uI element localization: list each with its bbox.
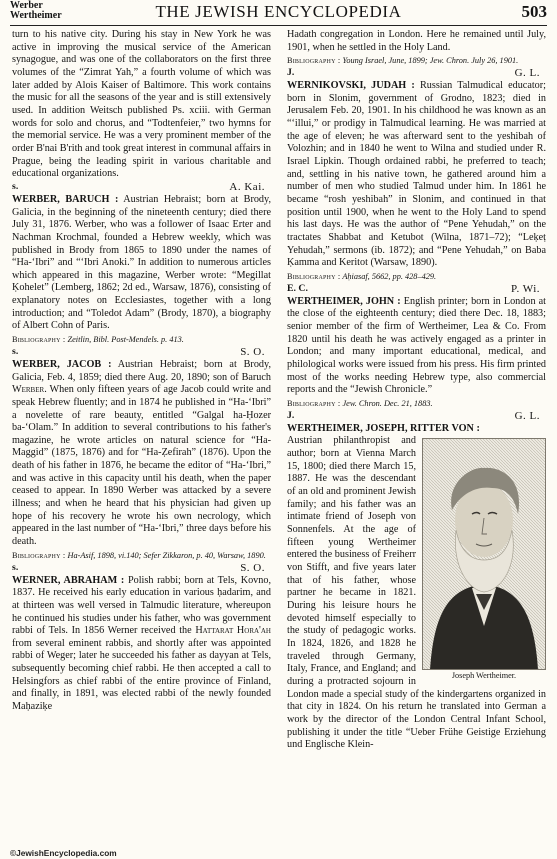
entry-body: Austrian philanthropist and author; born at Vienna March 15, 1800; died there March 15, 1887. He was the descendant of an old and prominent Jewish family; and his father was an intimate friend of Joseph von Sonnenfels. At the age of fifteen young Wertheimer entered the business of Freiherr von Stifft, and five years later that of his father, whose partner he became in 1821. During his leisure hours he devoted himself especially to the study of pedagogic works. In 1824, 1826, and 1828 he traveled through Germany, Italy, France, and England; and during a protracted sojourn in London made a special study of the kindergartens organized in that city in 1824. On his return he translated into German a work by the director of the London Central Infant School, publishing it under the title “Ueber Frühe Geistige Erziehung und Englische Klein- bbox=[287, 435, 546, 751]
entry-wernikovski-judah bbox=[287, 80, 546, 270]
signature-line bbox=[12, 562, 271, 574]
entry-title: WERBER, JACOB : bbox=[12, 358, 112, 370]
entry-title: WERBER, BARUCH : bbox=[12, 193, 119, 205]
entry-body: Austrian Hebraist; born at Brody, Galicia, in the beginning of the nineteenth century; died there July 31, 1876. Werber, who was a follower of Isaac Erter and Nachman Krochmal, founded a Hebrew weekly, which was published in Brody from 1865 to 1890 under the names of “Ha-‘Ibri” and “‘Ibri Anoki.” In addition to numerous articles which appeared in this magazine, Werber wrote: “Megillat Ḳohelet” (Lemberg, 1862; 2d ed., Warsaw, 1876), consisting of explanatory notes on Ecclesiastes, together with a long introduction; and “Toledot Adam” (Brody, 1870), a biography of Albert Cohn of Paris. bbox=[12, 193, 271, 332]
signature-line bbox=[12, 346, 271, 358]
entry-werner-abraham bbox=[12, 575, 271, 714]
bibliography bbox=[12, 551, 271, 562]
bibliography-label: Bibliography : bbox=[287, 56, 341, 66]
signature-line bbox=[287, 410, 546, 422]
entry-body: Russian Talmudical educator; born in Slonim, government of Grodno, 1823; died in Jerusalem Feb. 20, 1901. In his childhood he was known as an “‘illui,” or prodigy in Talmudical learning. He was married at the age of eleven; he was afterward sent to the yeshibah of Volozhin; and in 1840 he went to Wilna and studied under R. Israel Lipkin. Though ordained rabbi, he preferred to teach; and, settling in his native town, he gathered around him a number of men who studied Talmud under him. In 1861 he became “rosh yeshibah” in Slonim, and continued in that position until 1900, when he went to the Holy Land to spend his last days. He was the author of “Pene Yehudah,” on the tractates Shabbat and Ketubot (Wilna, 1871–72); “Leḳeṭ Yehudah,” sermons (ib. 1872); and “Pene Yehudah,” on Baba Ḳamma and Keritot (Warsaw, 1890). bbox=[287, 80, 546, 269]
left-column bbox=[12, 29, 271, 714]
entry-title: WERTHEIMER, JOHN : bbox=[287, 295, 401, 307]
entry-body: . When only fifteen years of age Jacob could write and speak Hebrew fluently; and in 1874 he published in “Ha-‘Ibri” a novelette of rare beauty, entitled “Galgal ha-Ḥozer ba-‘Olam.” In addition to several contributions to his father's magazine, he wrote articles on natural science for “Ha-Maggid” (1875, 1876) and for “Ha-Ẓefirah” (1876). Upon the death of his father in 1876, he became the editor of “Ha-‘Ibri,” and was active in this capacity until his death, when the paper ceased to appear. In 1890 Werber was attacked by a severe illness; and when he heard that his physician had given up hope of his recovery he wrote his own necrology, which appeared in the last number of “Ha-‘Ibri,” three days before his death. bbox=[12, 384, 271, 548]
right-column bbox=[287, 29, 546, 752]
signature-initial: J. bbox=[287, 409, 295, 421]
portrait-image bbox=[422, 438, 546, 670]
footer-url: ©JewishEncyclopedia.com bbox=[10, 848, 117, 858]
cross-reference: Werber bbox=[12, 384, 45, 396]
entry-title: WERNIKOVSKI, JUDAH : bbox=[287, 80, 415, 92]
portrait-drawing bbox=[422, 438, 546, 670]
entry-body: Polish rabbi; born at Tels, Kovno, 1837. He received his early education in various ḥadarim, and at thirteen was well versed in Talmudic literature, whereupon he continued his studies under his father, who was government rabbi of Tels. In 1856 Werner received the bbox=[12, 574, 271, 637]
bibliography bbox=[287, 399, 546, 410]
bibliography-text: Aḥiasaf, 5662, pp. 428–429. bbox=[340, 271, 437, 281]
bibliography-text: Young Israel, June, 1899; Jew. Chron. July 26, 1901. bbox=[340, 56, 519, 66]
signature-line bbox=[12, 181, 271, 193]
bibliography-text: Zeitlin, Bibl. Post-Mendels. p. 413. bbox=[65, 335, 184, 345]
signature-author: S. O. bbox=[240, 345, 265, 358]
signature-author: G. L. bbox=[514, 67, 540, 80]
bibliography bbox=[287, 272, 546, 283]
portrait-caption: Joseph Wertheimer. bbox=[451, 671, 517, 681]
entry-title: WERTHEIMER, JOSEPH, RITTER VON : bbox=[287, 422, 480, 434]
bibliography-label: Bibliography : bbox=[287, 399, 341, 408]
bibliography-label: Bibliography : bbox=[287, 271, 341, 281]
running-title: THE JEWISH ENCYCLOPEDIA bbox=[155, 2, 402, 21]
signature-initial: E. C. bbox=[287, 282, 308, 294]
signature-line bbox=[287, 283, 546, 295]
continued-text: turn to his native city. During his stay in New York he was active in improving the musical service of the American synagogue, and was one of the collaborators on the first three volumes of the “Zimrat Yah,” a fourth volume of which was later added by Alois Kaiser of Baltimore. This work contains the music for all the seasons of the year and is still extensively used. In addition Weitsch published Ps. xciii. with German words for solo and chorus, and “Todtenfeier,” two hymns for the memorial service. He was a very prominent member of the order B'nai B'rith and took great interest in communal affairs in Prague, being the leading spirit in various charitable and educational organizations. bbox=[12, 29, 271, 180]
entry-title: WERNER, ABRAHAM : bbox=[12, 574, 125, 586]
portrait-figure bbox=[422, 438, 546, 684]
continued-text: Hadath congregation in London. Here he remained until July, 1901, when he settled in the Holy Land. bbox=[287, 29, 546, 53]
signature-author: G. L. bbox=[514, 409, 540, 422]
running-head-last-word: Wertheimer bbox=[10, 10, 62, 21]
signature-initial: J. bbox=[287, 67, 295, 79]
bibliography-text: Ha-Asif, 1898, vi.140; Sefer Zikkaron, p. 40, Warsaw, 1890. bbox=[65, 550, 266, 560]
bibliography-text: Jew. Chron. Dec. 21, 1883. bbox=[340, 399, 433, 408]
signature-author: S. O. bbox=[240, 561, 265, 574]
signature-initial: s. bbox=[12, 180, 19, 192]
entry-werber-jacob bbox=[12, 359, 271, 549]
signature-line bbox=[287, 67, 546, 79]
entry-wertheimer-john bbox=[287, 296, 546, 397]
entry-body: English printer; born in London at the close of the eighteenth century; died there Dec. 18, 1883; senior member of the firm of Wertheimer, Lea & Co. From 1820 until his death he was actively engaged as a printer in London; and many important educational, medical, and philological works were issued from his press. His firm printed most of the works needing Hebrew type, also commercial reports and the “Jewish Chronicle.” bbox=[287, 295, 547, 396]
page-header bbox=[10, 0, 547, 26]
bibliography bbox=[12, 335, 271, 346]
signature-author: A. Kai. bbox=[229, 180, 265, 193]
signature-author: P. Wi. bbox=[511, 282, 540, 295]
entry-body: Austrian Hebraist; born at Brody, Galicia, Feb. 4, 1859; died there Aug. 20, 1890; son of Baruch bbox=[12, 358, 271, 383]
running-head-first-word: Werber bbox=[10, 0, 43, 11]
entry-wertheimer-joseph bbox=[287, 435, 546, 751]
page-number: 503 bbox=[521, 2, 547, 21]
entry-werber-baruch bbox=[12, 194, 271, 333]
bibliography-label: Bibliography : bbox=[12, 335, 66, 345]
bibliography-label: Bibliography : bbox=[12, 550, 66, 560]
signature-initial: s. bbox=[12, 345, 19, 357]
bibliography bbox=[287, 56, 546, 67]
entry-body: from several eminent rabbis, and shortly after was appointed rabbi of Weger; later he succeeded his father as dayyan at Tels, subsequently becoming chief rabbi. He then accepted a call to Helsingfors as chief rabbi of the entire province of Finland, and finally, in 1891, was elected rabbi of the newly founded Maḥaziḳe bbox=[12, 637, 271, 713]
cross-reference: Hattarat Hora'ah bbox=[195, 625, 271, 637]
signature-initial: s. bbox=[12, 561, 19, 573]
